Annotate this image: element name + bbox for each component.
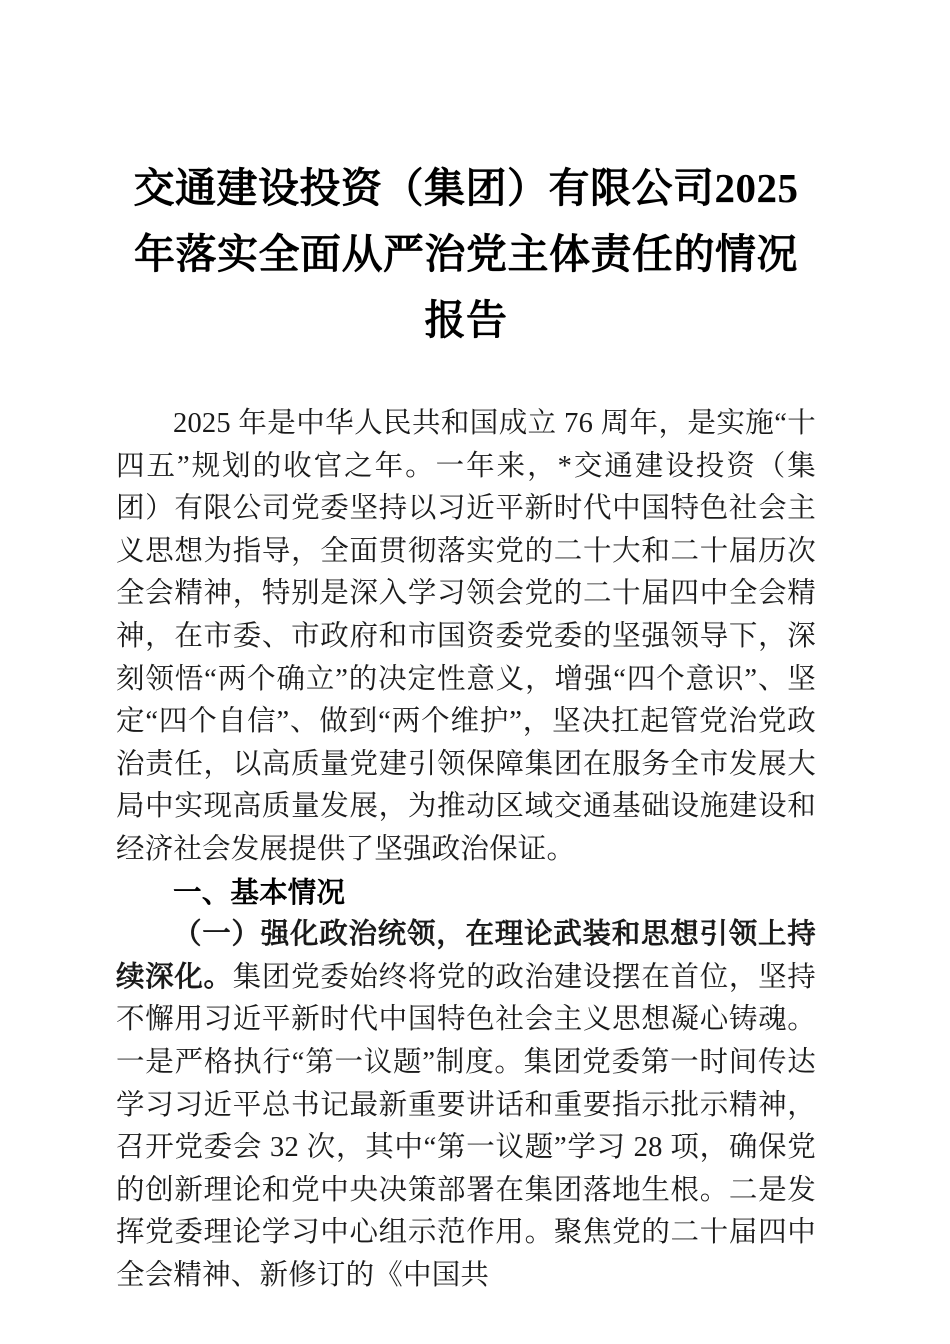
title-body-spacer [116, 353, 816, 403]
paragraph-lead-in-bold: （一）强化政治统领，在理论武装和思想引领上持续深化。 [116, 919, 816, 993]
page-title-line-2: 实全面从严治党主体责任的情况报告 [217, 231, 798, 343]
paragraph-political-leadership [116, 914, 816, 1297]
page-title-line-1: 交通建设投资（集团）有限公司2025年落 [133, 165, 799, 277]
paragraph-body-text: 集团党委始终将党的政治建设摆在首位，坚持不懈用习近平新时代中国特色社会主义思想凝心铸魂。一是严格执行“第一议题”制度。集团党委第一时间传达学习习近平总书记最新重要讲话和重要指示批示精神，召开党委会 32 次，其中“第一议题”学习 28 项，确保党的创新理论和党中央决策部署在集团落地生根。二是发挥党委理论学习中心组示范作用。聚焦党的二十届四中全会精神、新修订的《中国共 [116, 961, 816, 1291]
page-title [116, 0, 816, 353]
section-heading-basic-situation: 一、基本情况 [173, 876, 346, 909]
document-content-column [116, 0, 816, 1297]
paragraph-overview: 2025 年是中华人民共和国成立 76 周年，是实施“十四五”规划的收官之年。一年来，*交通建设投资（集团）有限公司党委坚持以习近平新时代中国特色社会主义思想为指导，全面贯彻落实党的二十大和二十届历次全会精神，特别是深入学习领会党的二十届四中全会精神，在市委、市政府和市国资委党委的坚强领导下，深刻领悟“两个确立”的决定性意义，增强“四个意识”、坚定“四个自信”、做到“两个维护”，坚决扛起管党治党政治责任，以高质量党建引领保障集团在服务全市发展大局中实现高质量发展，为推动区域交通基础设施建设和经济社会发展提供了坚强政治保证。 [116, 408, 816, 865]
